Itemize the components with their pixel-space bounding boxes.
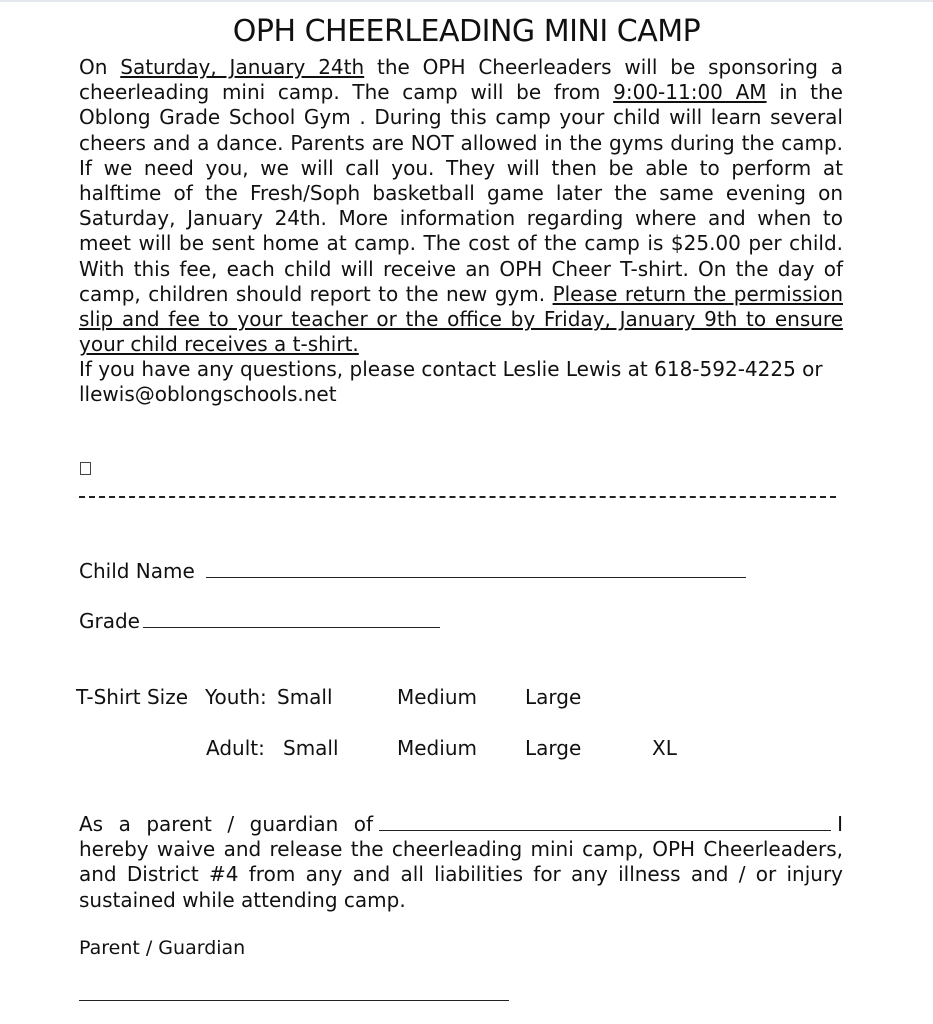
waiver-paragraph — [79, 812, 843, 913]
waiver-text-1: As a parent / guardian of — [79, 812, 374, 836]
intro-text-1: On — [79, 55, 121, 79]
grade-label: Grade — [79, 609, 140, 633]
youth-size-large[interactable]: Large — [525, 685, 582, 709]
intro-text-2: the OPH Cheerleaders will be sponsoring a cheerleading mini camp. The camp will be from — [79, 55, 843, 105]
adult-size-large[interactable]: Large — [525, 736, 582, 760]
intro-paragraph — [79, 55, 843, 357]
waiver-text-2: I hereby waive and release the cheerleading mini camp, OPH Cheerleaders, and District #4 from any and all liabilities for any illness and / or injury sustained while attending camp. — [79, 812, 843, 912]
intro-text-3: in the Oblong Grade School Gym . During this camp your child will learn several cheers and a dance. Parents are NOT allowed in the gyms during the camp. If we need you, we will call you. They will then be able to perform at halftime of the Fresh/Soph basketball game later the same evening on Saturday, January 24th. More information regarding where and when to meet will be sent home at camp. The cost of the camp is $25.00 per child. With this fee, each child will receive an OPH Cheer T-shirt. On the day of camp, children should report to the new gym. — [79, 80, 843, 306]
youth-size-medium[interactable]: Medium — [397, 685, 477, 709]
return-deadline: Please return the permission slip and fee to your teacher or the office by Friday, January 9th to ensure your child receives a t-shirt. — [79, 281, 843, 357]
parent-guardian-label: Parent / Guardian — [79, 937, 246, 959]
tshirt-size-label: T-Shirt Size — [76, 685, 189, 709]
adult-size-small[interactable]: Small — [283, 736, 339, 760]
child-name-blank[interactable] — [379, 812, 831, 831]
adult-size-medium[interactable]: Medium — [397, 736, 477, 760]
page-title: OPH CHEERLEADING MINI CAMP — [232, 14, 701, 49]
contact-paragraph: If you have any questions, please contact Leslie Lewis at 618-592-4225 or llewis@oblongschools.net — [79, 357, 823, 407]
child-name-field[interactable] — [206, 577, 746, 578]
checkbox-glyph — [80, 462, 91, 475]
cut-line — [79, 496, 836, 498]
adult-label: Adult: — [206, 736, 265, 760]
child-name-label: Child Name — [79, 559, 195, 583]
grade-field[interactable] — [143, 627, 440, 628]
youth-size-small[interactable]: Small — [277, 685, 333, 709]
camp-time: 9:00-11:00 AM — [613, 80, 767, 105]
camp-date: Saturday, January 24th — [120, 55, 365, 79]
youth-label: Youth: — [205, 685, 267, 709]
signature-line[interactable] — [79, 1000, 509, 1001]
adult-size-xl[interactable]: XL — [652, 736, 677, 760]
